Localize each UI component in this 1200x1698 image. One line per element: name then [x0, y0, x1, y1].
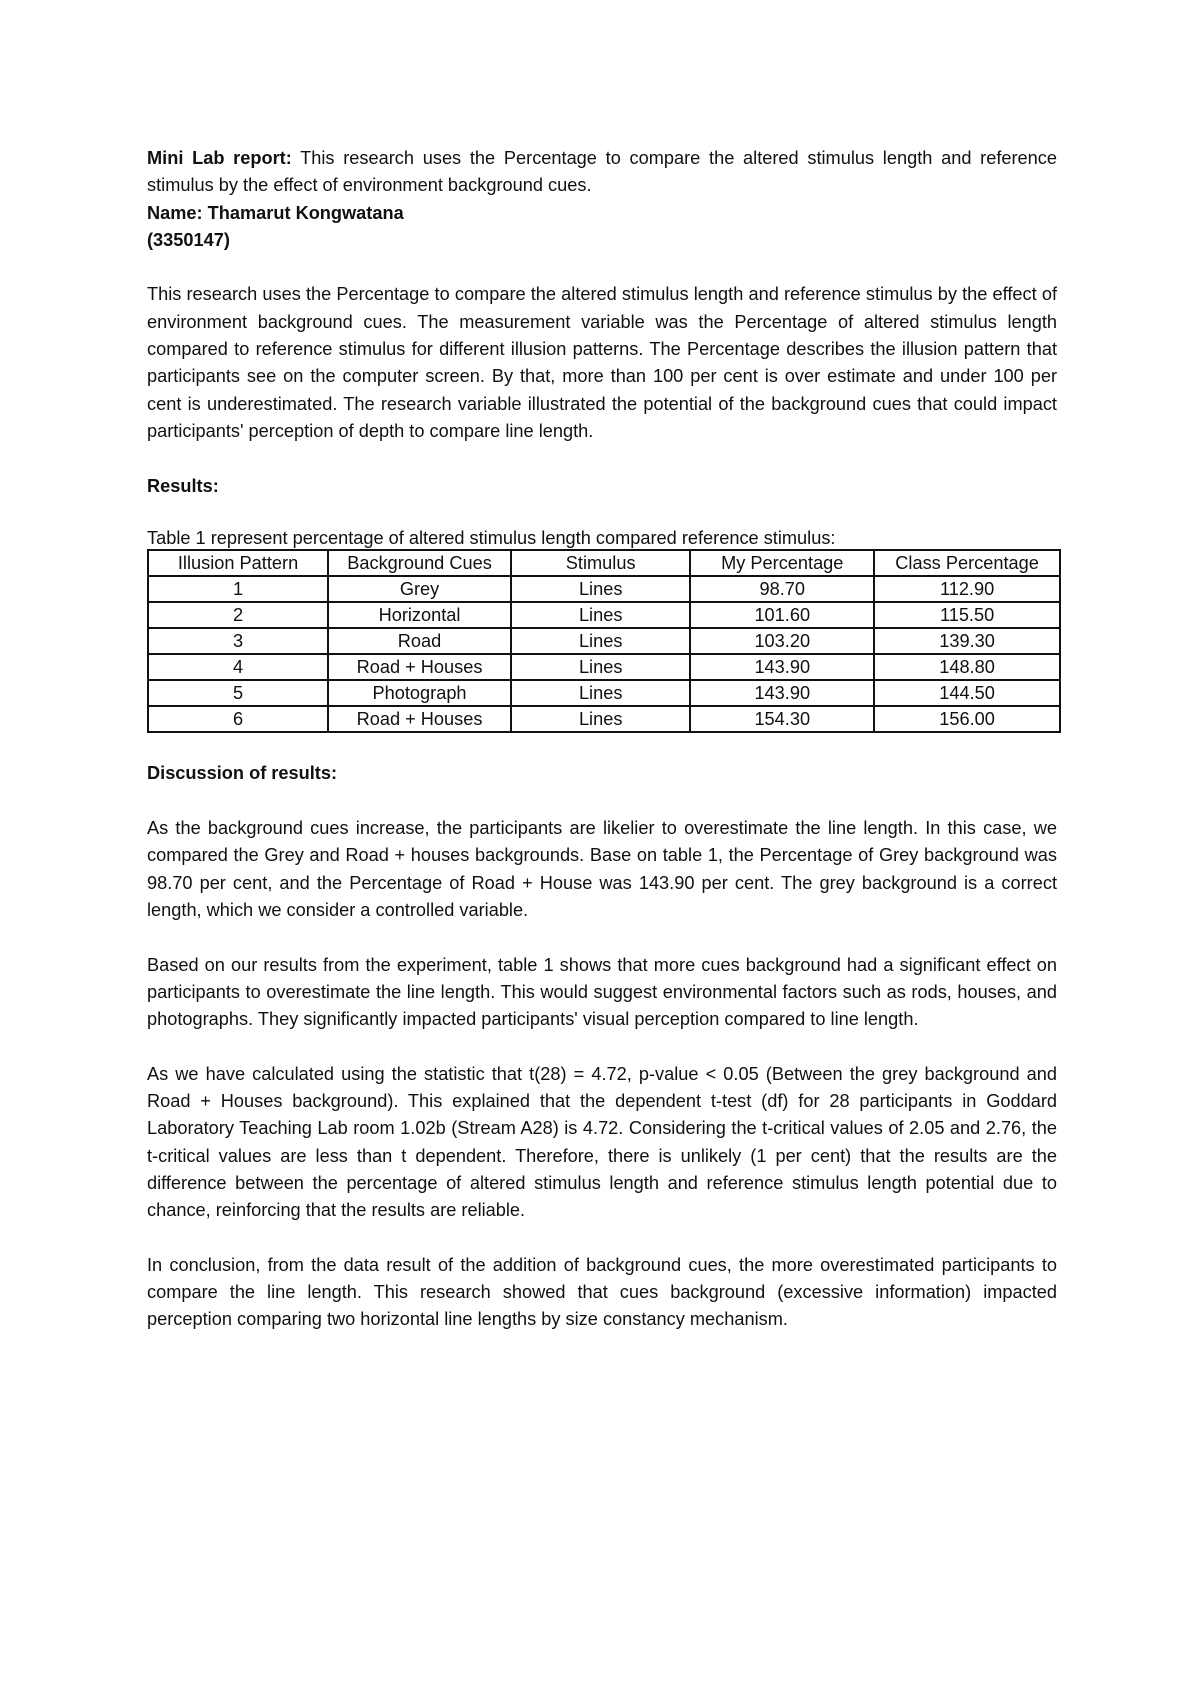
- results-table: [147, 549, 1061, 733]
- table-header-cell: Background Cues: [328, 550, 511, 576]
- table-row: [148, 576, 1060, 602]
- table-cell: 6: [148, 706, 328, 732]
- table-cell: 103.20: [690, 628, 874, 654]
- table-header-cell: Stimulus: [511, 550, 690, 576]
- student-id: (3350147): [147, 229, 230, 250]
- table-cell: Grey: [328, 576, 511, 602]
- table-cell: Photograph: [328, 680, 511, 706]
- discussion-paragraph-1: As the background cues increase, the participants are likelier to overestimate the line length. In this case, we compared the Grey and Road + houses backgrounds. Base on table 1, the Percentage of Grey background was 98.70 per cent, and the Percentage of Road + House was 143.90 per cent. The grey background is a correct length, which we consider a controlled variable.: [147, 818, 1057, 920]
- table-cell: Road + Houses: [328, 706, 511, 732]
- table-cell: 154.30: [690, 706, 874, 732]
- table-row: [148, 654, 1060, 680]
- table-cell: 4: [148, 654, 328, 680]
- table-cell: 143.90: [690, 654, 874, 680]
- table-cell: Road + Houses: [328, 654, 511, 680]
- table-cell: 3: [148, 628, 328, 654]
- discussion-paragraph-3: As we have calculated using the statistic that t(28) = 4.72, p-value < 0.05 (Between the grey background and Road + Houses background). This explained that the dependent t-test (df) for 28 participants in Goddard Laboratory Teaching Lab room 1.02b (Stream A28) is 4.72. Considering the t-critical values of 2.05 and 2.76, the t-critical values are less than t dependent. Therefore, there is unlikely (1 per cent) that the results are the difference between the percentage of altered stimulus length and reference stimulus length potential due to chance, reinforcing that the results are reliable.: [147, 1063, 1057, 1221]
- discussion-paragraph-2: Based on our results from the experiment, table 1 shows that more cues background had a significant effect on participants to overestimate the line length. This would suggest environmental factors such as rods, houses, and photographs. They significantly impacted participants' visual perception compared to line length.: [147, 954, 1057, 1030]
- table-cell: Road: [328, 628, 511, 654]
- table-cell: 156.00: [874, 706, 1060, 732]
- table-row: [148, 706, 1060, 732]
- table-caption: Table 1 represent percentage of altered stimulus length compared reference stimulus:: [147, 528, 836, 549]
- table-cell: 143.90: [690, 680, 874, 706]
- table-cell: 148.80: [874, 654, 1060, 680]
- table-cell: Lines: [511, 654, 690, 680]
- table-row: [148, 680, 1060, 706]
- table-cell: 98.70: [690, 576, 874, 602]
- table-cell: 144.50: [874, 680, 1060, 706]
- table-cell: 1: [148, 576, 328, 602]
- report-title-text: This research uses the Percentage to compare the altered stimulus length and reference stimulus by the effect of environment background cues.: [147, 148, 1057, 196]
- discussion-heading: Discussion of results:: [147, 763, 338, 784]
- intro-paragraph: This research uses the Percentage to compare the altered stimulus length and reference stimulus by the effect of environment background cues. The measurement variable was the Percentage of altered stimulus length compared to reference stimulus for different illusion patterns. The Percentage describes the illusion pattern that participants see on the computer screen. By that, more than 100 per cent is over estimate and under 100 per cent is underestimated. The research variable illustrated the potential of the background cues that could impact participants' perception of depth to compare line length.: [147, 284, 1057, 441]
- table-cell: Lines: [511, 706, 690, 732]
- table-cell: 139.30: [874, 628, 1060, 654]
- table-header-cell: Class Percentage: [874, 550, 1060, 576]
- author-name: Name: Thamarut Kongwatana: [147, 202, 404, 223]
- table-cell: 112.90: [874, 576, 1060, 602]
- table-cell: Lines: [511, 602, 690, 628]
- results-heading: Results:: [147, 475, 219, 496]
- table-cell: 5: [148, 680, 328, 706]
- report-title-line: [147, 145, 1057, 200]
- report-title-label: Mini Lab report:: [147, 148, 292, 168]
- document-body: [147, 145, 1057, 1334]
- table-cell: 115.50: [874, 602, 1060, 628]
- table-header-cell: Illusion Pattern: [148, 550, 328, 576]
- table-header-row: [148, 550, 1060, 576]
- table-cell: Lines: [511, 576, 690, 602]
- table-cell: Lines: [511, 628, 690, 654]
- table-row: [148, 628, 1060, 654]
- table-cell: Horizontal: [328, 602, 511, 628]
- discussion-paragraph-4: In conclusion, from the data result of the addition of background cues, the more overestimated participants to compare the line length. This research showed that cues background (excessive information) impacted perception comparing two horizontal line lengths by size constancy mechanism.: [147, 1254, 1057, 1330]
- table-header-cell: My Percentage: [690, 550, 874, 576]
- table-row: [148, 602, 1060, 628]
- table-cell: 101.60: [690, 602, 874, 628]
- table-cell: 2: [148, 602, 328, 628]
- table-cell: Lines: [511, 680, 690, 706]
